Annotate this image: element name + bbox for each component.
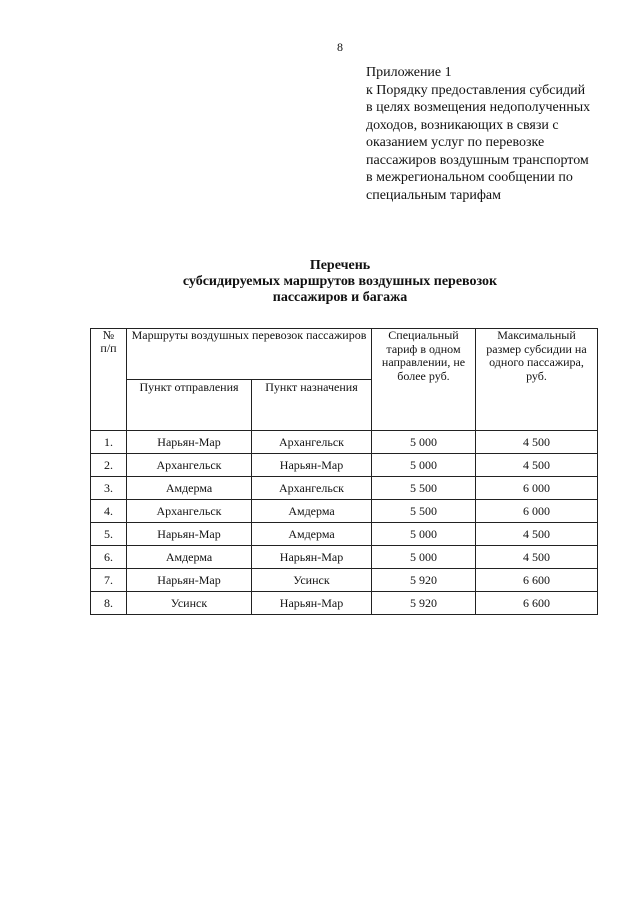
appendix-line: оказанием услуг по перевозке (366, 135, 545, 150)
header-destination (252, 380, 372, 431)
header-number-abbrev: п/п (100, 341, 117, 355)
subsidy-value: 4 500 (476, 523, 598, 546)
page-number: 8 (337, 40, 343, 54)
destination-point: Амдерма (252, 500, 372, 523)
departure-point: Архангельск (127, 454, 252, 477)
departure-point: Нарьян-Мар (127, 431, 252, 454)
departure-point: Нарьян-Мар (127, 569, 252, 592)
header-departure-label: Пункт отправления (139, 380, 239, 394)
table-row (91, 592, 598, 615)
destination-point: Нарьян-Мар (252, 546, 372, 569)
tariff-value: 5 500 (372, 500, 476, 523)
table-row (91, 454, 598, 477)
appendix-line: к Порядку предоставления субсидий (366, 82, 586, 98)
header-number-symbol: № (102, 328, 115, 342)
row-number: 6. (91, 546, 127, 569)
table-row (91, 523, 598, 546)
tariff-value: 5 000 (372, 431, 476, 454)
header-tariff: Специальный тариф в одном направлении, не более руб. (372, 329, 476, 431)
header-destination-label: Пункт назначения (265, 380, 358, 394)
departure-point: Нарьян-Мар (127, 523, 252, 546)
row-number: 5. (91, 523, 127, 546)
row-number: 4. (91, 500, 127, 523)
subsidy-value: 6 000 (476, 500, 598, 523)
document-heading (0, 258, 640, 306)
header-number (91, 329, 127, 431)
subsidy-value: 6 600 (476, 569, 598, 592)
departure-point: Архангельск (127, 500, 252, 523)
heading-title: Перечень (309, 258, 371, 273)
table-row (91, 431, 598, 454)
subsidy-value: 4 500 (476, 454, 598, 477)
table-row (91, 546, 598, 569)
tariff-value: 5 000 (372, 454, 476, 477)
row-number: 2. (91, 454, 127, 477)
subsidy-value: 4 500 (476, 546, 598, 569)
destination-point: Нарьян-Мар (252, 592, 372, 615)
routes-table (90, 328, 598, 615)
row-number: 1. (91, 431, 127, 454)
destination-point: Архангельск (252, 431, 372, 454)
destination-point: Нарьян-Мар (252, 454, 372, 477)
appendix-line: пассажиров воздушным транспортом (366, 152, 589, 168)
appendix-line: специальным тарифам (366, 187, 502, 203)
heading-line: пассажиров и багажа (272, 290, 408, 305)
appendix-line: доходов, возникающих в связи с (366, 117, 559, 133)
table-row (91, 500, 598, 523)
tariff-value: 5 000 (372, 523, 476, 546)
header-subsidy: Максимальный размер субсидии на одного пассажира, руб. (476, 329, 598, 431)
appendix-line: Приложение 1 (366, 65, 452, 80)
tariff-value: 5 500 (372, 477, 476, 500)
row-number: 3. (91, 477, 127, 500)
table-row (91, 477, 598, 500)
row-number: 8. (91, 592, 127, 615)
tariff-value: 5 920 (372, 569, 476, 592)
subsidy-value: 6 000 (476, 477, 598, 500)
heading-line: субсидируемых маршрутов воздушных перевозок (182, 274, 498, 289)
appendix-line: в межрегиональном сообщении по (366, 170, 573, 185)
appendix-line: в целях возмещения недополученных (366, 100, 591, 115)
tariff-value: 5 920 (372, 592, 476, 615)
tariff-value: 5 000 (372, 546, 476, 569)
destination-point: Амдерма (252, 523, 372, 546)
departure-point: Амдерма (127, 546, 252, 569)
table-row (91, 569, 598, 592)
subsidy-value: 4 500 (476, 431, 598, 454)
row-number: 7. (91, 569, 127, 592)
destination-point: Усинск (252, 569, 372, 592)
departure-point: Амдерма (127, 477, 252, 500)
destination-point: Архангельск (252, 477, 372, 500)
subsidy-value: 6 600 (476, 592, 598, 615)
header-departure (127, 380, 252, 431)
header-routes: Маршруты воздушных перевозок пассажиров (127, 329, 372, 380)
table-header-row (91, 329, 598, 380)
departure-point: Усинск (127, 592, 252, 615)
appendix-reference (366, 64, 616, 204)
